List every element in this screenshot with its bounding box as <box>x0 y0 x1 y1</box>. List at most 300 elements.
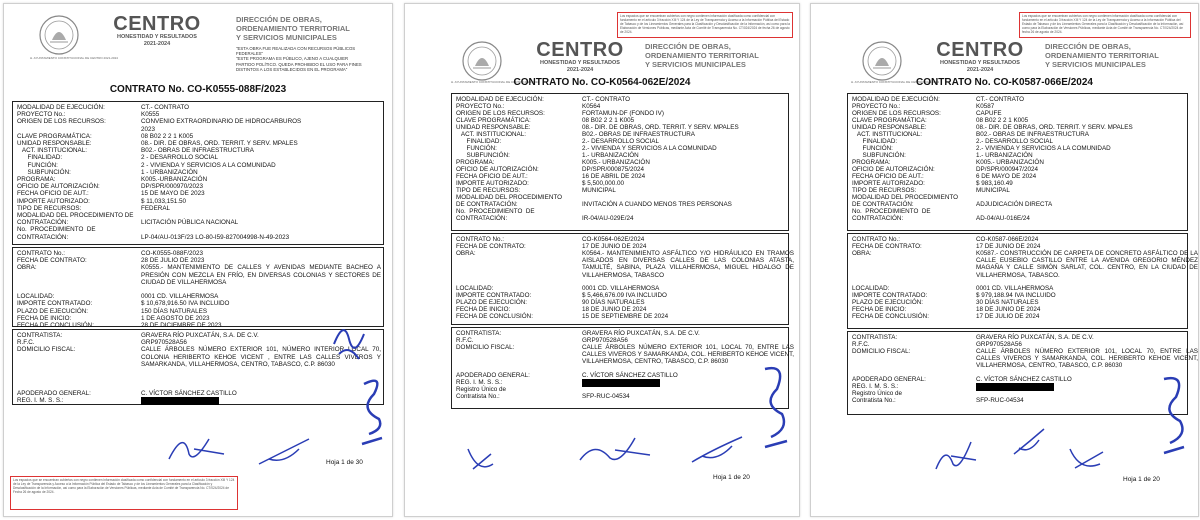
field-label: PROYECTO No.: <box>852 103 901 110</box>
field-label: FECHA DE INICIO: <box>852 306 907 313</box>
signature-4 <box>254 434 314 469</box>
field-row <box>852 194 1183 201</box>
field-label: FECHA DE CONCLUSIÓN: <box>17 322 94 329</box>
field-row <box>852 117 1183 124</box>
field-value: 2.- VIVIENDA Y SERVICIOS A LA COMUNIDAD <box>582 145 717 152</box>
ayuntamiento-label: H. AYUNTAMIENTO CONSTITUCIONAL DE CENTRO 2021-2024 <box>30 56 118 60</box>
field-value: K005.- URBANIZACIÓN <box>582 159 650 166</box>
field-label: CONTRATISTA: <box>852 334 898 341</box>
field-row <box>456 313 784 320</box>
field-label: FECHA DE CONTRATO: <box>17 257 87 265</box>
field-value: GRAVERA RÍO PUXCATÁN, S.A. DE C.V. <box>976 334 1094 341</box>
contractor-section <box>847 331 1198 415</box>
field-label: REG. I. M. S. S.: <box>456 379 503 386</box>
field-value: 08.- DIR. DE OBRAS, ORD. TERRIT. Y SERV. MPALES <box>976 124 1133 131</box>
field-row <box>456 124 784 131</box>
dept-line: ORDENAMIENTO TERRITORIAL <box>236 24 350 33</box>
field-label: TIPO DE RECURSOS: <box>456 187 521 194</box>
brand-tagline: HONESTIDAD Y RESULTADOS <box>117 34 197 40</box>
contract-section <box>451 233 794 325</box>
field-row <box>852 96 1183 103</box>
field-value: 16 DE ABRIL DE 2024 <box>582 173 646 180</box>
field-value: 1.- URBANIZACIÓN <box>976 152 1033 159</box>
field-row <box>17 332 379 339</box>
field-row <box>456 152 784 159</box>
field-label: Registro Único de <box>852 390 903 397</box>
field-value: 2.- VIVIENDA Y SERVICIOS A LA COMUNIDAD <box>976 145 1111 152</box>
field-row <box>456 386 784 393</box>
brand-name: CENTRO <box>936 39 1024 61</box>
federal-funds-notice <box>236 46 386 72</box>
contract-title: CONTRATO No. CO-K0564-062E/2024 <box>513 77 691 88</box>
notice-line: "ESTA OBRA FUE REALIZADA CON RECURSOS PÚBLICOS <box>236 46 356 51</box>
field-row <box>852 187 1183 194</box>
field-row <box>456 180 784 187</box>
field-value: B02.- OBRAS DE INFRAESTRUCTURA <box>976 131 1090 138</box>
field-value: 1 - URBANIZACIÓN <box>141 168 198 176</box>
field-label: OBRA: <box>17 264 37 272</box>
dept-line: ORDENAMIENTO TERRITORIAL <box>645 51 759 60</box>
field-value: CO-K0555-088F/2023 <box>141 250 203 257</box>
field-value: SFP-RUC-04534 <box>976 397 1024 404</box>
field-label: DE CONTRATACIÓN: <box>852 201 914 208</box>
field-row <box>456 236 784 243</box>
field-row <box>456 187 784 194</box>
signature-4 <box>687 432 747 466</box>
field-row <box>852 159 1183 166</box>
field-value: DP/SPR/000875/2024 <box>582 166 644 173</box>
field-row <box>456 292 784 299</box>
program-section <box>12 101 384 245</box>
field-row <box>456 194 784 201</box>
field-label: MODALIDAD DEL PROCEDIMIENTO <box>852 194 959 201</box>
field-value: 18 DE JUNIO DE 2024 <box>976 306 1041 313</box>
field-row <box>852 376 1183 383</box>
field-value: K0564.- MANTENIMIENTO ASFÁLTICO Y/O HIDRÁULICO EN TRAMOS AISLADOS EN DIVERSAS CALLES DE LAS COLONIAS ATASTA, TAMULTÉ, SABINA, PLAZA VILLAHERMOSA, MIGUEL HIDALGO DE VILLAHERMOSA, TABASCO <box>582 250 794 279</box>
field-row <box>852 166 1183 173</box>
field-row <box>17 315 379 322</box>
field-label: IMPORTE CONTRATADO: <box>852 292 928 299</box>
contract-section <box>847 233 1198 329</box>
brand-tagline: HONESTIDAD Y RESULTADOS <box>540 60 620 66</box>
field-row <box>17 140 379 147</box>
field-value: GRP970528A56 <box>582 337 628 344</box>
field-label: LOCALIDAD: <box>456 285 494 292</box>
field-row <box>17 390 379 397</box>
brand-years: 2021-2024 <box>143 41 171 47</box>
field-label: UNIDAD RESPONSABLE: <box>852 124 927 131</box>
signature-3 <box>575 430 655 470</box>
notice-line: FEDERALES" <box>236 51 264 57</box>
field-label: Contratista No.: <box>456 393 500 400</box>
field-row <box>852 348 1198 376</box>
centro-brand <box>935 40 1025 74</box>
field-row <box>456 110 784 117</box>
field-row <box>456 393 784 400</box>
field-label: R.F.C. <box>17 339 35 347</box>
field-label: R.F.C. <box>852 341 870 348</box>
field-row <box>852 145 1183 152</box>
coat-of-arms-logo <box>861 40 903 82</box>
field-value: K005.-URBANIZACIÓN <box>141 176 208 183</box>
field-value: $ 11,033,151.50 <box>141 197 187 205</box>
page-counter: Hoja 1 de 20 <box>713 474 750 481</box>
field-row <box>852 173 1183 180</box>
brand-years: 2021-2024 <box>966 67 994 73</box>
field-row <box>17 162 379 169</box>
field-label: MODALIDAD DE EJECUCIÓN: <box>852 96 940 103</box>
field-row <box>456 285 784 292</box>
field-label: PROGRAMA: <box>17 176 56 183</box>
field-value: 0001 CD. VILLAHERMOSA <box>582 285 660 292</box>
field-row <box>852 292 1183 299</box>
field-row <box>17 300 379 307</box>
field-label: CONTRATACIÓN: <box>852 215 904 222</box>
field-row <box>852 124 1183 131</box>
field-label: FECHA DE CONTRATO: <box>456 243 526 250</box>
field-label: FINALIDAD: <box>17 154 63 162</box>
field-row <box>17 397 379 404</box>
redaction-bar <box>141 397 219 405</box>
field-label: PROGRAMA: <box>852 159 891 166</box>
field-value: 0001 CD. VILLAHERMOSA <box>141 293 219 301</box>
field-label: IMPORTE AUTORIZADO: <box>852 180 925 187</box>
field-label: No. PROCEDIMIENTO DE <box>17 226 96 234</box>
field-row <box>852 208 1183 215</box>
signature-2 <box>354 374 388 454</box>
field-row <box>456 379 784 386</box>
field-label: OBRA: <box>456 250 476 257</box>
field-label: ORIGEN DE LOS RECURSOS: <box>456 110 545 117</box>
field-value: GRP970528A56 <box>141 339 187 347</box>
field-value: 2023 <box>141 125 156 133</box>
field-label: APODERADO GENERAL: <box>852 376 926 383</box>
field-label: No. PROCEDIMIENTO DE <box>456 208 535 215</box>
field-label: APODERADO GENERAL: <box>17 389 91 397</box>
program-section <box>847 93 1188 231</box>
field-value: 28 DE DICIEMBRE DE 2023 <box>141 322 222 329</box>
field-label: No. PROCEDIMIENTO DE <box>852 208 931 215</box>
field-label: MODALIDAD DE EJECUCIÓN: <box>456 96 544 103</box>
field-row <box>456 330 784 337</box>
field-value: MUNICIPAL <box>582 187 616 194</box>
signature-1 <box>757 359 793 454</box>
field-row <box>456 215 784 222</box>
field-label: PROYECTO No.: <box>17 111 66 119</box>
field-value: SFP-RUC-04534 <box>582 393 630 400</box>
transparency-notice: Los espacios que se encuentran cubiertos con negro contienen información clasificada como confidencial con fundamento en el artículo 3 fracción XIII Y 124 de la Ley de Transparencia y Acceso a la Información Pública del Estado de Tabasco y de los Lineamientos Generales para la Clasificación y Desclasificación de la Información, así como para la Elaboración de Versiones Públicas, mediante Acta de Comité de Transparencia No. CT/024/2024 de fecha 26 de agosto de 2024. <box>1019 12 1191 38</box>
field-row <box>852 383 1183 390</box>
field-label: FECHA OFICIO DE AUT.: <box>852 173 924 180</box>
field-value: CONVENIO EXTRAORDINARIO DE HIDROCARBUROS <box>141 118 302 126</box>
field-label: FECHA OFICIO DE AUT.: <box>456 173 528 180</box>
field-label: FINALIDAD: <box>852 138 898 145</box>
field-label: UNIDAD RESPONSABLE: <box>17 140 92 147</box>
field-value: C. VÍCTOR SÁNCHEZ CASTILLO <box>582 372 678 379</box>
field-row <box>852 285 1183 292</box>
field-row <box>456 208 784 215</box>
field-row <box>17 198 379 205</box>
field-value: LP-04/AU-013F/23 LO-80-I59-827004998-N-49-2023 <box>141 233 290 241</box>
field-label: CONTRATISTA: <box>456 330 502 337</box>
field-row <box>456 201 784 208</box>
signature-4 <box>1065 444 1109 478</box>
field-value: AD-04/AU-016E/24 <box>976 215 1030 222</box>
field-label: Registro Único de <box>456 386 507 393</box>
field-label: APODERADO GENERAL: <box>456 372 530 379</box>
coat-of-arms-logo <box>38 14 80 56</box>
field-label: OFICIO DE AUTORIZACIÓN: <box>456 166 539 173</box>
field-row <box>852 334 1183 341</box>
field-row <box>17 264 379 293</box>
field-row <box>852 250 1198 285</box>
field-label: CONTRATO No.: <box>17 250 66 257</box>
field-row <box>17 293 379 300</box>
field-label: ORIGEN DE LOS RECURSOS: <box>852 110 941 117</box>
brand-name: CENTRO <box>536 39 624 61</box>
field-row <box>17 205 379 212</box>
field-value: 30 DÍAS NATURALES <box>976 299 1039 306</box>
signature-3 <box>164 424 234 469</box>
dept-line: Y SERVICIOS MUNICIPALES <box>236 33 337 42</box>
field-value: 90 DÍAS NATURALES <box>582 299 645 306</box>
field-label: TIPO DE RECURSOS: <box>17 204 82 212</box>
field-row <box>456 344 794 372</box>
field-row <box>852 103 1183 110</box>
notice-line: "ESTE PROGRAMA ES PÚBLICO, AJENO A CUALQUIER <box>236 56 349 62</box>
field-value: 1 DE AGOSTO DE 2023 <box>141 314 210 322</box>
field-row <box>852 313 1183 320</box>
field-label: ACT. INSTITUCIONAL: <box>17 147 87 155</box>
field-row <box>17 169 379 176</box>
field-label: MODALIDAD DEL PROCEDIMIENTO <box>456 194 563 201</box>
field-value: 17 DE JUNIO DE 2024 <box>976 243 1041 250</box>
field-row <box>17 147 379 154</box>
field-row <box>17 226 379 233</box>
field-label: IMPORTE AUTORIZADO: <box>17 197 90 205</box>
field-value: 08.- DIR. DE OBRAS, ORD. TERRIT. Y SERV. MPALES <box>141 140 298 147</box>
field-value: DP/SPR/000970/2023 <box>141 183 203 191</box>
field-value: FORTAMUN-DF (FONDO IV) <box>582 110 664 117</box>
field-label: DOMICILIO FISCAL: <box>17 346 76 354</box>
field-value: CO-K0564-062E/2024 <box>582 236 645 243</box>
field-label: CONTRATO No.: <box>852 236 901 243</box>
field-value: MUNICIPAL <box>976 187 1010 194</box>
dept-line: ORDENAMIENTO TERRITORIAL <box>1045 51 1159 60</box>
field-label: ACT. INSTITUCIONAL: <box>456 131 526 138</box>
dept-line: DIRECCIÓN DE OBRAS, <box>645 42 731 51</box>
field-label: PLAZO DE EJECUCIÓN: <box>17 307 89 315</box>
field-row <box>456 103 784 110</box>
field-label: CLAVE PROGRAMÁTICA: <box>17 132 92 140</box>
transparency-notice: Los espacios que se encuentran cubiertos con negro contienen información clasificada como confidencial con fundamento en el artículo 3 fracción XIII Y 124 de la Ley de Transparencia y Acceso a la Información Pública del Estado de Tabasco y de los Lineamientos Generales para la Clasificación y Desclasificación de la Información, así como para la Elaboración de Versiones Públicas, mediante Acta de Comité de Transparencia No. CT/024/2024 de Fecha 26 de agosto de 2024. <box>10 476 238 510</box>
field-label: OFICIO DE AUTORIZACIÓN: <box>17 183 100 191</box>
page-counter: Hoja 1 de 30 <box>326 459 363 466</box>
field-label: FECHA DE CONTRATO: <box>852 243 922 250</box>
field-row <box>852 152 1183 159</box>
field-row <box>17 118 379 125</box>
department-name <box>645 42 759 69</box>
field-row <box>17 346 379 382</box>
field-row <box>17 234 379 241</box>
field-row <box>852 341 1183 348</box>
field-value: CALLE ÁRBOLES NÚMERO EXTERIOR 101, NÚMERO INTERIOR LOCAL 70, COLONIA HERIBERTO KEHOE VICENT , ENTRE LAS CALLES VIVEROS Y SAMARKANDA, VILLAHERMOSA, CENTRO, TABASCO, C.P. 86030 <box>141 346 381 368</box>
field-row <box>17 104 379 111</box>
dept-line: Y SERVICIOS MUNICIPALES <box>645 60 746 69</box>
field-label: CONTRATO No.: <box>456 236 505 243</box>
centro-brand <box>535 40 625 74</box>
field-value: K0555 <box>141 111 160 119</box>
field-value: GRP970528A56 <box>976 341 1022 348</box>
field-value: K0587.- CONSTRUCCIÓN DE CARPETA DE CONCRETO ASFÁLTICO DE LA CALLE EUSEBIO CASTILLO ENTRE LA AVENIDA GREGORIO MÉNDEZ MAGAÑA Y CALLE SIMÓN SARLAT, COL. CENTRO, EN LA CIUDAD DE VILLAHERMOSA, TABASCO. <box>976 250 1198 279</box>
field-value: 08.- DIR. DE OBRAS, ORD. TERRIT. Y SERV. MPALES <box>582 124 739 131</box>
notice-line: DISTINTOS A LOS ESTABLECIDOS EN EL PROGRAMA" <box>236 66 348 72</box>
field-value: CO-K0587-066E/2024 <box>976 236 1039 243</box>
field-value: CAPUFE <box>976 110 1002 117</box>
contractor-section <box>451 327 794 409</box>
transparency-notice: Los espacios que se encuentran cubiertos con negro contienen información clasificada como confidencial con fundamento en el artículo 3 fracción XIII Y 124 de la Ley de Transparencia y Acceso a la Información Pública del Estado de Tabasco y de los Lineamientos Generales para la Clasificación y Desclasificación de la Información, así como para la Elaboración de Versiones Públicas, mediante Acta de Comité de Transparencia No. CT/024/2024 de fecha 26 de agosto de 2024. <box>617 12 793 38</box>
field-row <box>456 299 784 306</box>
field-row <box>17 219 379 226</box>
field-value: $ 983,160.49 <box>976 180 1013 187</box>
field-row <box>456 372 784 379</box>
field-label: TIPO DE RECURSOS: <box>852 187 917 194</box>
field-row <box>456 117 784 124</box>
department-name <box>236 15 350 42</box>
field-row <box>852 131 1183 138</box>
field-label: DE CONTRATACIÓN: <box>456 201 518 208</box>
coat-of-arms-logo <box>461 40 503 82</box>
field-row <box>456 131 784 138</box>
dept-line: DIRECCIÓN DE OBRAS, <box>236 15 322 24</box>
field-label: REG. I. M. S. S.: <box>852 383 899 390</box>
signature-2 <box>931 434 981 474</box>
field-value: 08 B02 2 2 1 K005 <box>582 117 635 124</box>
field-label: IMPORTE CONTRATADO: <box>17 300 93 308</box>
field-value: 0001 CD. VILLAHERMOSA <box>976 285 1054 292</box>
signature-1 <box>329 314 369 364</box>
field-label: CONTRATISTA: <box>17 332 63 339</box>
field-row <box>17 154 379 161</box>
field-label: FUNCIÓN: <box>17 161 58 169</box>
field-label: MODALIDAD DE EJECUCIÓN: <box>17 104 105 111</box>
field-value: $ 979,188.94 IVA INCLUIDO <box>976 292 1056 299</box>
brand-tagline: HONESTIDAD Y RESULTADOS <box>940 60 1020 66</box>
contract-title: CONTRATO No. CO-K0587-066E/2024 <box>916 77 1093 88</box>
field-row <box>852 390 1183 397</box>
field-row <box>456 250 794 285</box>
field-value: $ 5,500,000.00 <box>582 180 625 187</box>
field-row <box>852 215 1183 222</box>
field-value: C. VÍCTOR SÁNCHEZ CASTILLO <box>141 389 237 397</box>
field-label: SUBFUNCIÓN: <box>17 168 71 176</box>
field-label: CONTRATACIÓN: <box>17 219 69 227</box>
field-value: 08 B02 2 2 1 K005 <box>141 132 194 140</box>
program-section <box>451 93 789 231</box>
field-row <box>456 96 784 103</box>
field-label: SUBFUNCIÓN: <box>456 152 510 159</box>
field-row <box>852 180 1183 187</box>
field-row <box>456 166 784 173</box>
dept-line: DIRECCIÓN DE OBRAS, <box>1045 42 1131 51</box>
field-row <box>852 138 1183 145</box>
field-row <box>852 243 1183 250</box>
page-counter: Hoja 1 de 20 <box>1123 476 1160 483</box>
centro-brand <box>112 14 202 48</box>
department-name <box>1045 42 1159 69</box>
field-value: 17 DE JULIO DE 2024 <box>976 313 1040 320</box>
field-value: GRAVERA RÍO PUXCATÁN, S.A. DE C.V. <box>141 332 259 339</box>
field-value: K005.- URBANIZACIÓN <box>976 159 1044 166</box>
field-value: 6 DE MAYO DE 2024 <box>976 173 1037 180</box>
field-value: K0587 <box>976 103 995 110</box>
field-row <box>17 183 379 190</box>
field-row <box>456 173 784 180</box>
field-value: CT.- CONTRATO <box>582 96 631 103</box>
field-label: IMPORTE AUTORIZADO: <box>456 180 529 187</box>
contract-title: CONTRATO No. CO-K0555-088F/2023 <box>109 84 287 95</box>
field-label: PROYECTO No.: <box>456 103 505 110</box>
field-value: LICITACIÓN PÚBLICA NACIONAL <box>141 219 239 227</box>
contract-page-2 <box>404 3 800 517</box>
field-value: C. VÍCTOR SÁNCHEZ CASTILLO <box>976 376 1072 383</box>
field-value: 150 DÍAS NATURALES <box>141 307 208 315</box>
field-value: 2.- DESARROLLO SOCIAL <box>582 138 659 145</box>
field-label: FUNCIÓN: <box>852 145 893 152</box>
field-value: CT.- CONTRATO <box>976 96 1025 103</box>
field-label: CONTRATACIÓN: <box>456 215 508 222</box>
field-value: B02.- OBRAS DE INFRAESTRUCTURA <box>141 147 255 155</box>
field-value: ADJUDICACIÓN DIRECTA <box>976 201 1053 208</box>
contract-page-3 <box>810 3 1199 517</box>
field-value: $ 10,678,916.50 IVA INCLUIDO <box>141 300 230 308</box>
field-row <box>456 306 784 313</box>
field-label: SUBFUNCIÓN: <box>852 152 906 159</box>
field-label: FECHA DE CONCLUSIÓN: <box>456 313 533 320</box>
dept-line: Y SERVICIOS MUNICIPALES <box>1045 60 1146 69</box>
field-value: 28 DE JULIO DE 2023 <box>141 257 205 265</box>
field-value: 1.- URBANIZACIÓN <box>582 152 639 159</box>
field-value: K0555.- MANTENIMIENTO DE CALLES Y AVENIDAS MEDIANTE BACHEO A PRESIÓN CON MEZCLA EN FRÍO, EN DIVERSAS COLONIAS Y SECTORES DE CIUDAD DE VILLAHERMOSA <box>141 264 381 286</box>
field-label: DOMICILIO FISCAL: <box>456 344 515 351</box>
field-label: CONTRATACIÓN: <box>17 233 69 241</box>
field-label: FECHA DE CONCLUSIÓN: <box>852 313 929 320</box>
field-row <box>852 236 1183 243</box>
field-row <box>17 382 379 389</box>
field-label: PROGRAMA: <box>456 159 495 166</box>
field-row <box>17 133 379 140</box>
field-label: LOCALIDAD: <box>17 293 55 301</box>
field-value: 15 DE SEPTIEMBRE DE 2024 <box>582 313 669 320</box>
field-value: 08 B02 2 2 1 K005 <box>976 117 1029 124</box>
field-row <box>456 145 784 152</box>
field-row <box>852 299 1183 306</box>
field-value: 2.- DESARROLLO SOCIAL <box>976 138 1053 145</box>
field-row <box>17 111 379 118</box>
field-label: FECHA DE INICIO: <box>456 306 511 313</box>
field-row <box>456 138 784 145</box>
field-label: UNIDAD RESPONSABLE: <box>456 124 531 131</box>
field-value: 18 DE JUNIO DE 2024 <box>582 306 647 313</box>
signature-1 <box>1156 369 1190 459</box>
field-row <box>852 397 1183 404</box>
field-value: FEDERAL <box>141 204 171 212</box>
field-value: IR-04/AU-029E/24 <box>582 215 634 222</box>
ayuntamiento-label: H. AYUNTAMIENTO CONSTITUCIONAL DE CENTRO 2021-2024 <box>851 80 939 84</box>
field-row <box>852 110 1183 117</box>
field-value: CT.- CONTRATO <box>141 104 190 111</box>
field-label: PLAZO DE EJECUCIÓN: <box>852 299 924 306</box>
